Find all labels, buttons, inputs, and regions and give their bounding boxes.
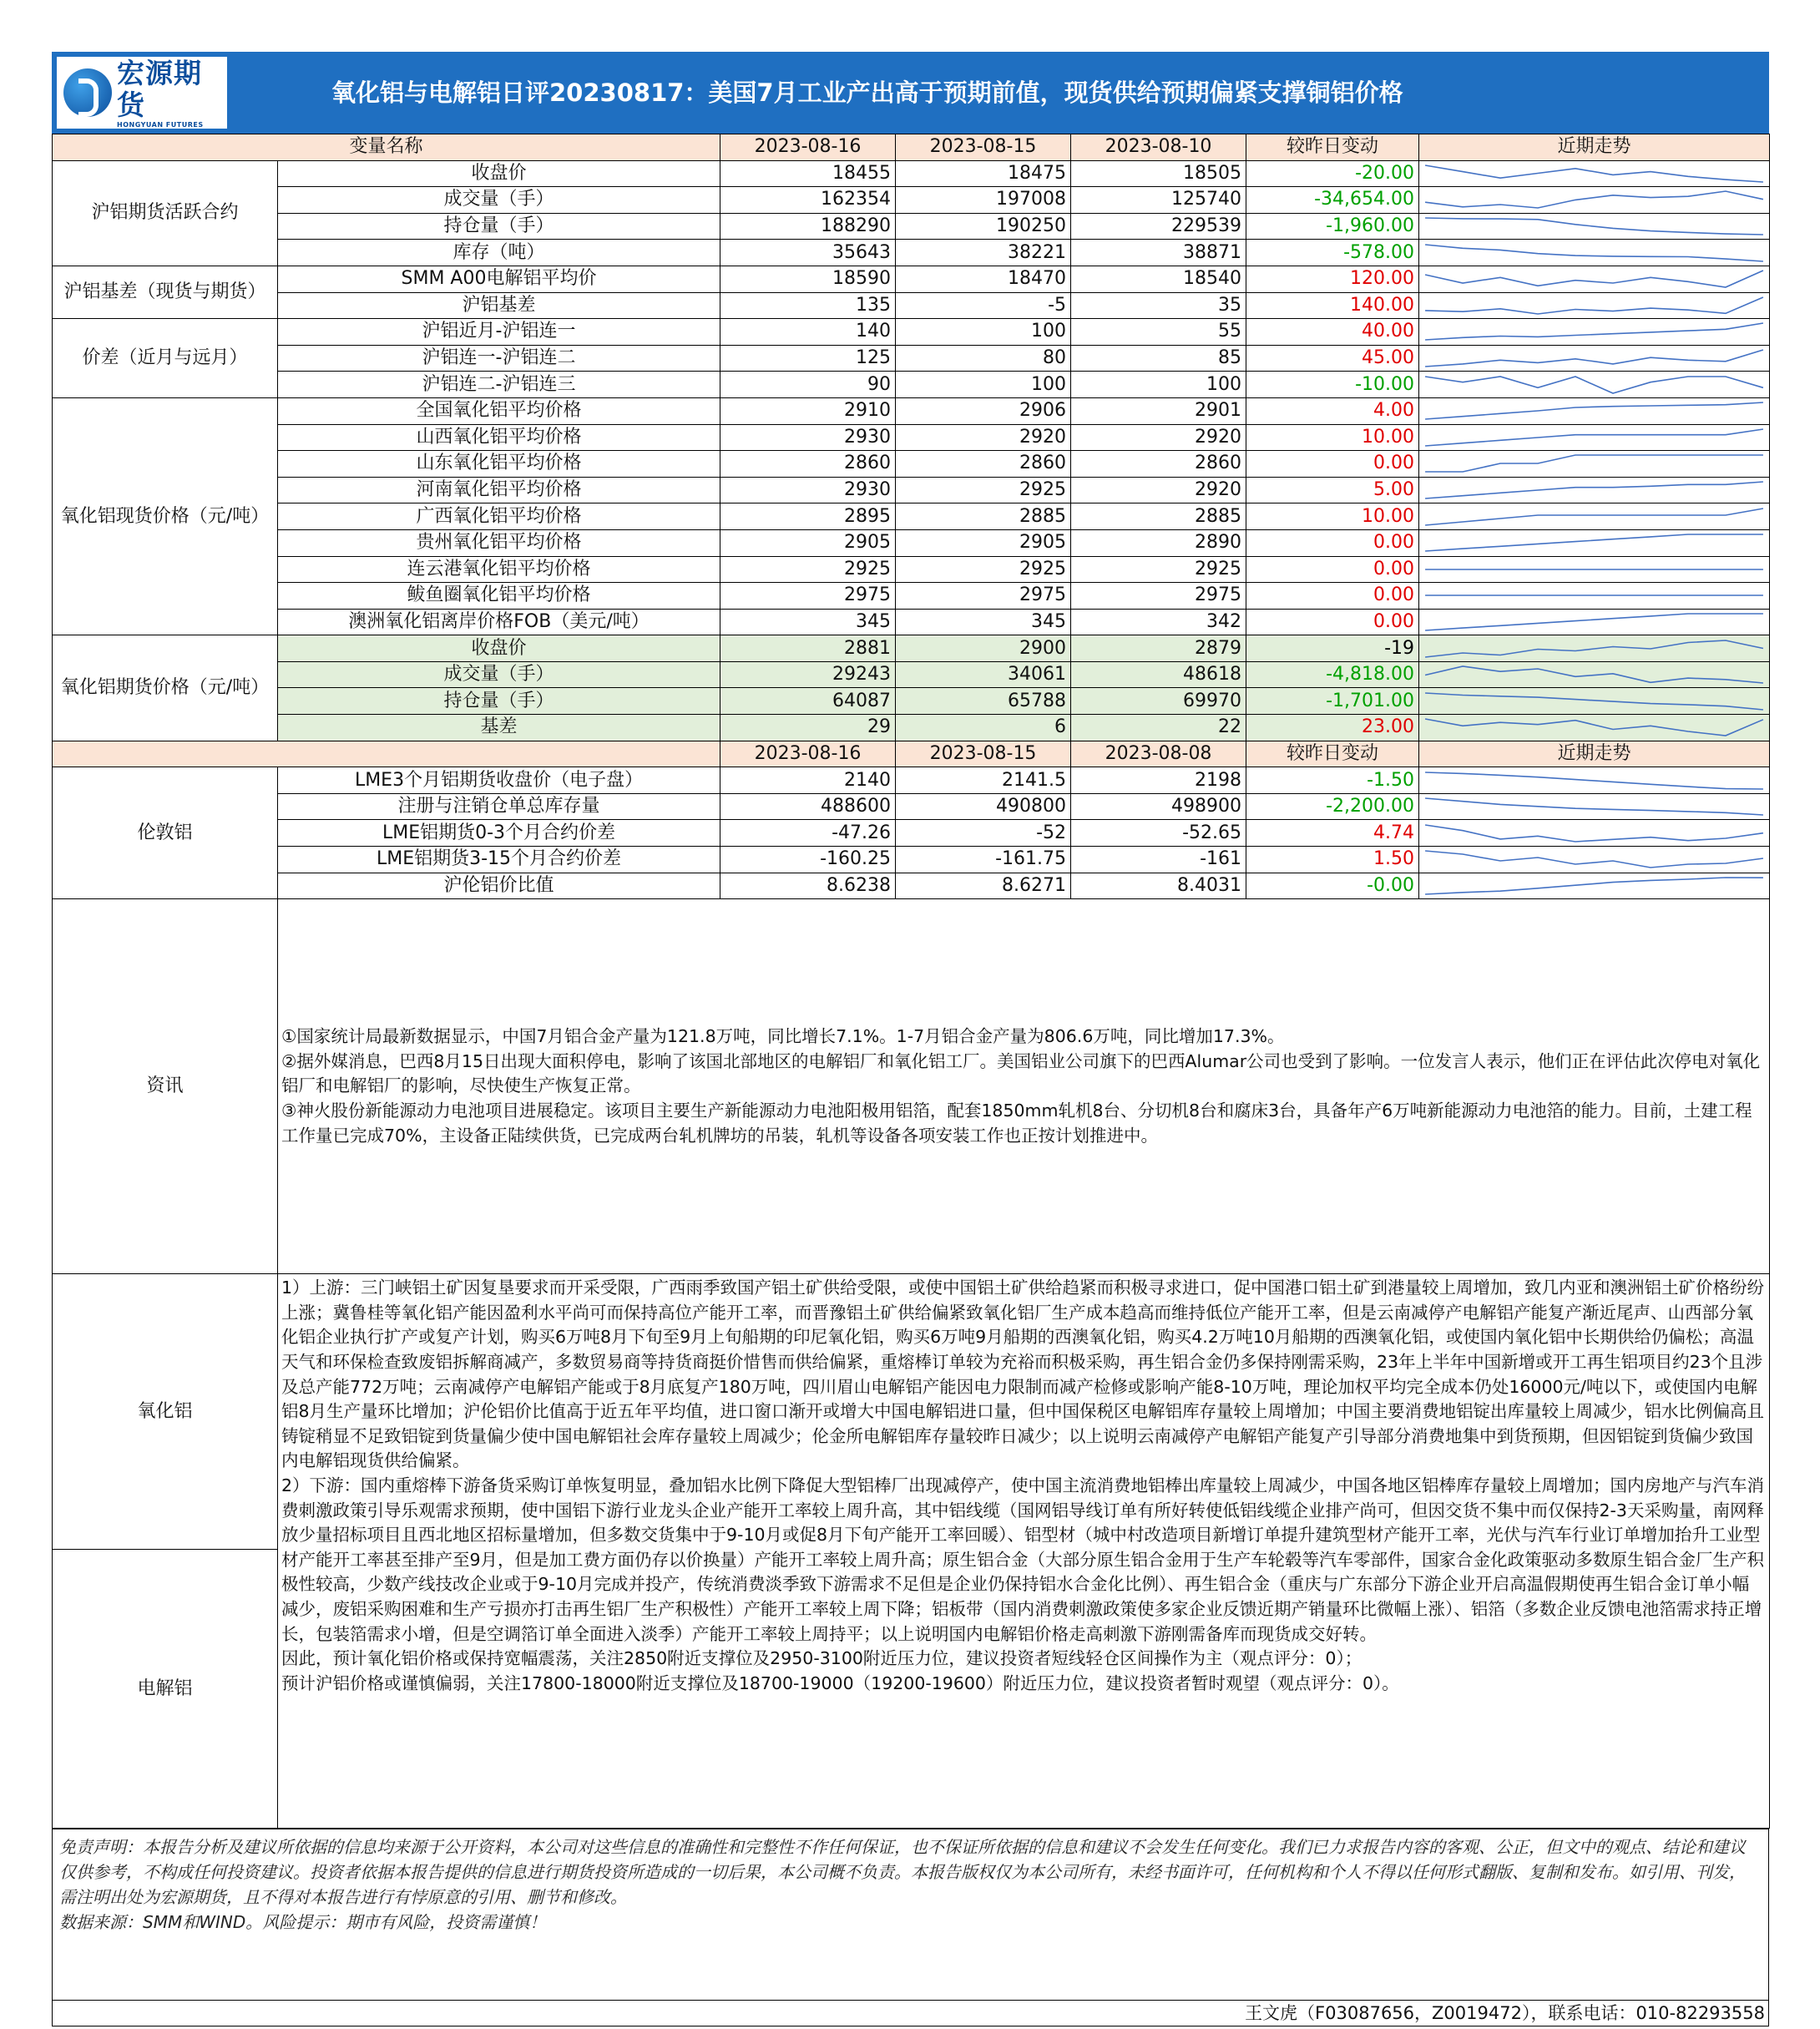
trend-sparkline [1423, 611, 1766, 633]
info-content [278, 899, 1770, 1274]
value-cell: 2860 [720, 451, 896, 478]
value-cell: 188290 [720, 213, 896, 240]
analysis-content [278, 1274, 1770, 1829]
trend-cell [1419, 556, 1770, 583]
column-header: 变量名称 [53, 134, 720, 161]
change-cell: -1,701.00 [1246, 688, 1419, 715]
variable-name: 河南氧化铝平均价格 [278, 477, 720, 503]
trend-sparkline [1423, 163, 1766, 185]
change-cell: -1,960.00 [1246, 213, 1419, 240]
trend-line [1425, 509, 1763, 525]
trend-sparkline [1423, 189, 1766, 210]
variable-name: LME铝期货0-3个月合约价差 [278, 820, 720, 847]
column-header-empty [53, 741, 720, 767]
variable-name: 沪铝基差 [278, 292, 720, 319]
variable-name: 库存（吨） [278, 240, 720, 266]
trend-line [1425, 878, 1763, 894]
variable-name: 成交量（手） [278, 661, 720, 688]
disclaimer-text: 免责声明：本报告分析及建议所依据的信息均来源于公开资料，本公司对这些信息的准确性和完整性不作任何保证，也不保证所依据的信息和建议不会发生任何变化。我们已力求报告内容的客观、公正，但文中的观点、结论和建议仅供参考，不构成任何投资建议。投资者依据本报告提供的信息进行期货投资所造成的一切后果，本公司概不负责。本报告版权仅为本公司所有，未经书面许可，任何机构和个人不得以任何形式翻版、复制和发布。如引用、刊发，需注明出处为宏源期货，且不得对本报告进行有悖原意的引用、删节和修改。 [59, 1837, 1746, 1908]
trend-line [1425, 429, 1763, 446]
trend-line [1425, 402, 1763, 419]
data-source-note: 数据来源：SMM和WIND。风险提示：期市有风险，投资需谨慎！ [59, 1912, 547, 1933]
trend-line [1425, 534, 1763, 551]
value-cell: 2920 [1071, 477, 1246, 503]
table-row [53, 767, 1770, 794]
value-cell: 2925 [720, 556, 896, 583]
table-row [53, 187, 1770, 214]
change-cell: 40.00 [1246, 319, 1419, 346]
value-cell: 38221 [896, 240, 1071, 266]
table-row [53, 609, 1770, 635]
column-header: 较昨日变动 [1246, 134, 1419, 161]
value-cell: 2906 [896, 397, 1071, 424]
value-cell: 65788 [896, 688, 1071, 715]
trend-sparkline [1423, 295, 1766, 316]
table-row [53, 266, 1770, 292]
trend-cell [1419, 873, 1770, 899]
value-cell: -52 [896, 820, 1071, 847]
value-cell: 2925 [896, 556, 1071, 583]
change-cell: -19 [1246, 635, 1419, 662]
trend-cell [1419, 503, 1770, 530]
table-row [53, 319, 1770, 346]
table-row [53, 372, 1770, 398]
trend-sparkline [1423, 453, 1766, 474]
column-header: 2023-08-16 [720, 741, 896, 767]
info-paragraph: ①国家统计局最新数据显示，中国7月铝合金产量为121.8万吨，同比增长7.1%。1-7月铝合金产量为806.6万吨，同比增加17.3%。 [281, 1026, 1285, 1047]
value-cell: 2895 [720, 503, 896, 530]
trend-sparkline [1423, 584, 1766, 606]
table-row [53, 213, 1770, 240]
change-cell: -2,200.00 [1246, 793, 1419, 820]
value-cell: 48618 [1071, 661, 1246, 688]
trend-line [1425, 798, 1763, 815]
table-row [53, 503, 1770, 530]
change-cell: -34,654.00 [1246, 187, 1419, 214]
trend-cell [1419, 661, 1770, 688]
category-cell: 价差（近月与远月） [53, 319, 278, 398]
trend-sparkline [1423, 664, 1766, 686]
value-cell: 18455 [720, 160, 896, 187]
category-cell: 伦敦铝 [53, 767, 278, 899]
trend-cell [1419, 793, 1770, 820]
table-row [53, 240, 1770, 266]
analysis-paragraph: 因此，预计氧化铝价格或保持宽幅震荡，关注2850附近支撑位及2950-3100附近压力位，建议投资者短线轻仓区间操作为主（观点评分：0）； [281, 1648, 1362, 1669]
category-cell: 沪铝期货活跃合约 [53, 160, 278, 266]
variable-name: 澳洲氧化铝离岸价格FOB（美元/吨） [278, 609, 720, 635]
variable-name: 全国氧化铝平均价格 [278, 397, 720, 424]
info-paragraph: ③神火股份新能源动力电池项目进展稳定。该项目主要生产新能源动力电池阳极用铝箔，配套1850mm轧机8台、分切机8台和腐床3台，具备年产6万吨新能源动力电池箔的能力。目前，土建工程工作量已完成70%，主设备正陆续供货，已完成两台轧机牌坊的吊装，轧机等设备各项安装工作也正按计划推进中。 [281, 1101, 1752, 1146]
value-cell: 125 [720, 345, 896, 372]
trend-cell [1419, 424, 1770, 451]
table-row [53, 635, 1770, 662]
trend-line [1425, 323, 1763, 340]
change-cell: 10.00 [1246, 424, 1419, 451]
trend-cell [1419, 266, 1770, 292]
value-cell: 345 [720, 609, 896, 635]
change-cell: -0.00 [1246, 873, 1419, 899]
value-cell: 2925 [1071, 556, 1246, 583]
change-cell: -10.00 [1246, 372, 1419, 398]
value-cell: 2885 [896, 503, 1071, 530]
value-cell: 2881 [720, 635, 896, 662]
trend-sparkline [1423, 559, 1766, 580]
value-cell: 18475 [896, 160, 1071, 187]
trend-sparkline [1423, 638, 1766, 660]
value-cell: -52.65 [1071, 820, 1246, 847]
logo-name-cn: 宏源期货 [117, 56, 202, 121]
value-cell: -161.75 [896, 847, 1071, 873]
analysis-row-alumina [53, 1274, 1770, 1550]
data-table [52, 134, 1770, 1829]
report-title: 氧化铝与电解铝日评20230817：美国7月工业产出高于预期前值，现货供给预期偏紧支撑铜铝价格 [331, 78, 1403, 107]
trend-cell [1419, 397, 1770, 424]
value-cell: 140 [720, 319, 896, 346]
variable-name: 沪铝连一-沪铝连二 [278, 345, 720, 372]
table-row [53, 583, 1770, 610]
change-cell: -20.00 [1246, 160, 1419, 187]
table-row [53, 793, 1770, 820]
change-cell: -578.00 [1246, 240, 1419, 266]
info-row [53, 899, 1770, 1274]
column-header: 2023-08-08 [1071, 741, 1246, 767]
disclaimer [52, 1829, 1769, 2000]
trend-sparkline [1423, 532, 1766, 554]
change-cell: 120.00 [1246, 266, 1419, 292]
trend-cell [1419, 319, 1770, 346]
value-cell: 38871 [1071, 240, 1246, 266]
analyst-contact: 王文虎（F03087656，Z0019472），联系电话：010-82293558 [52, 2000, 1769, 2026]
variable-name: 连云港氧化铝平均价格 [278, 556, 720, 583]
value-cell: 162354 [720, 187, 896, 214]
table-row [53, 451, 1770, 478]
value-cell: 64087 [720, 688, 896, 715]
trend-cell [1419, 847, 1770, 873]
column-header: 2023-08-10 [1071, 134, 1246, 161]
value-cell: 18590 [720, 266, 896, 292]
trend-sparkline [1423, 268, 1766, 290]
variable-name: 收盘价 [278, 635, 720, 662]
variable-name: 贵州氧化铝平均价格 [278, 529, 720, 556]
trend-line [1425, 851, 1763, 868]
trend-cell [1419, 213, 1770, 240]
value-cell: 18540 [1071, 266, 1246, 292]
table-row [53, 873, 1770, 899]
table-row [53, 556, 1770, 583]
variable-name: 沪伦铝价比值 [278, 873, 720, 899]
trend-line [1425, 614, 1763, 630]
value-cell: 2930 [720, 424, 896, 451]
value-cell: 125740 [1071, 187, 1246, 214]
column-header: 较昨日变动 [1246, 741, 1419, 767]
trend-sparkline [1423, 822, 1766, 844]
table-row [53, 397, 1770, 424]
value-cell: 342 [1071, 609, 1246, 635]
value-cell: 488600 [720, 793, 896, 820]
variable-name: LME3个月铝期货收盘价（电子盘） [278, 767, 720, 794]
change-cell: 0.00 [1246, 583, 1419, 610]
logo-name-en: HONGYUAN FUTURES [117, 120, 204, 129]
trend-cell [1419, 477, 1770, 503]
column-header: 2023-08-15 [896, 134, 1071, 161]
logo-mark-icon [63, 68, 112, 117]
trend-sparkline [1423, 716, 1766, 738]
trend-sparkline [1423, 242, 1766, 264]
change-cell: 140.00 [1246, 292, 1419, 319]
trend-cell [1419, 688, 1770, 715]
value-cell: -47.26 [720, 820, 896, 847]
value-cell: -161 [1071, 847, 1246, 873]
value-cell: 197008 [896, 187, 1071, 214]
value-cell: 229539 [1071, 213, 1246, 240]
value-cell: 34061 [896, 661, 1071, 688]
trend-cell [1419, 372, 1770, 398]
analysis-label-alumina: 氧化铝 [53, 1274, 278, 1550]
trend-cell [1419, 240, 1770, 266]
value-cell: 2141.5 [896, 767, 1071, 794]
trend-sparkline [1423, 347, 1766, 369]
trend-cell [1419, 160, 1770, 187]
table-row [53, 292, 1770, 319]
value-cell: 2890 [1071, 529, 1246, 556]
trend-line [1425, 719, 1763, 736]
change-cell: 5.00 [1246, 477, 1419, 503]
change-cell: 0.00 [1246, 609, 1419, 635]
info-label: 资讯 [53, 899, 278, 1274]
change-cell: 4.74 [1246, 820, 1419, 847]
table-row [53, 424, 1770, 451]
variable-name: 收盘价 [278, 160, 720, 187]
trend-line [1425, 693, 1763, 710]
change-cell: 10.00 [1246, 503, 1419, 530]
trend-sparkline [1423, 400, 1766, 422]
variable-name: 持仓量（手） [278, 213, 720, 240]
table-row [53, 715, 1770, 741]
change-cell: 4.00 [1246, 397, 1419, 424]
value-cell: 2905 [896, 529, 1071, 556]
value-cell: 22 [1071, 715, 1246, 741]
value-cell: 69970 [1071, 688, 1246, 715]
value-cell: 18470 [896, 266, 1071, 292]
trend-sparkline [1423, 479, 1766, 501]
value-cell: 2900 [896, 635, 1071, 662]
variable-name: 注册与注销仓单总库存量 [278, 793, 720, 820]
value-cell: 35643 [720, 240, 896, 266]
value-cell: 2930 [720, 477, 896, 503]
column-header: 2023-08-16 [720, 134, 896, 161]
value-cell: 8.6271 [896, 873, 1071, 899]
table-header-row [53, 134, 1770, 161]
value-cell: 2910 [720, 397, 896, 424]
value-cell: 85 [1071, 345, 1246, 372]
table-row [53, 160, 1770, 187]
variable-name: LME铝期货3-15个月合约价差 [278, 847, 720, 873]
trend-line [1425, 245, 1763, 261]
change-cell: 0.00 [1246, 529, 1419, 556]
trend-cell [1419, 715, 1770, 741]
value-cell: 29243 [720, 661, 896, 688]
trend-line [1425, 297, 1763, 314]
trend-line [1425, 482, 1763, 498]
trend-line [1425, 640, 1763, 657]
variable-name: 广西氧化铝平均价格 [278, 503, 720, 530]
value-cell: 2925 [896, 477, 1071, 503]
variable-name: 沪铝近月-沪铝连一 [278, 319, 720, 346]
trend-cell [1419, 529, 1770, 556]
value-cell: 190250 [896, 213, 1071, 240]
trend-line [1425, 455, 1763, 472]
table-row [53, 477, 1770, 503]
trend-sparkline [1423, 427, 1766, 448]
value-cell: 2905 [720, 529, 896, 556]
value-cell: 2975 [720, 583, 896, 610]
info-paragraph: ②据外媒消息，巴西8月15日出现大面积停电，影响了该国北部地区的电解铝厂和氧化铝工厂。美国铝业公司旗下的巴西Alumar公司也受到了影响。一位发言人表示，他们正在评估此次停电对氧化铝厂和电解铝厂的影响，尽快使生产恢复正常。 [281, 1050, 1761, 1096]
column-header: 近期走势 [1419, 134, 1770, 161]
value-cell: 55 [1071, 319, 1246, 346]
trend-line [1425, 772, 1763, 789]
change-cell: 23.00 [1246, 715, 1419, 741]
trend-sparkline [1423, 506, 1766, 528]
variable-name: 持仓量（手） [278, 688, 720, 715]
company-logo [57, 57, 227, 129]
variable-name: 鲅鱼圈氧化铝平均价格 [278, 583, 720, 610]
trend-sparkline [1423, 796, 1766, 817]
change-cell: 0.00 [1246, 451, 1419, 478]
trend-line [1425, 191, 1763, 208]
table-header-row [53, 741, 1770, 767]
trend-line [1425, 825, 1763, 842]
table-row [53, 847, 1770, 873]
category-cell: 氧化铝期货价格（元/吨） [53, 635, 278, 741]
value-cell: 2975 [1071, 583, 1246, 610]
trend-cell [1419, 635, 1770, 662]
trend-sparkline [1423, 770, 1766, 792]
report-header [52, 52, 1769, 134]
column-header: 近期走势 [1419, 741, 1770, 767]
trend-cell [1419, 187, 1770, 214]
value-cell: 8.4031 [1071, 873, 1246, 899]
variable-name: 沪铝连二-沪铝连三 [278, 372, 720, 398]
change-cell: -1.50 [1246, 767, 1419, 794]
variable-name: 基差 [278, 715, 720, 741]
table-row [53, 820, 1770, 847]
trend-line [1425, 350, 1763, 367]
value-cell: -160.25 [720, 847, 896, 873]
trend-cell [1419, 292, 1770, 319]
trend-sparkline [1423, 321, 1766, 342]
value-cell: 35 [1071, 292, 1246, 319]
trend-sparkline [1423, 875, 1766, 897]
value-cell: 135 [720, 292, 896, 319]
value-cell: 345 [896, 609, 1071, 635]
trend-line [1425, 271, 1763, 287]
trend-line [1425, 218, 1763, 235]
value-cell: 2860 [896, 451, 1071, 478]
trend-sparkline [1423, 848, 1766, 870]
value-cell: 2198 [1071, 767, 1246, 794]
trend-cell [1419, 609, 1770, 635]
value-cell: 490800 [896, 793, 1071, 820]
report-page [52, 52, 1769, 2026]
trend-cell [1419, 345, 1770, 372]
analysis-paragraph: 2）下游：国内重熔棒下游备货采购订单恢复明显，叠加铝水比例下降促大型铝棒厂出现减停产，使中国主流消费地铝棒出库量较上周减少，中国各地区铝棒库存量较上周增加；国内房地产与汽车消费刺激政策引导乐观需求预期，使中国铝下游行业龙头企业产能开工率较上周升高，其中铝线缆（国网铝导线订单有所好转使低铝线缆企业排产尚可，但因交货不集中而仅保持2-3天采购量，南网释放少量招标项目且西北地区招标量增加，但多数交货集中于9-10月或促8月下旬产能开工率回暖）、铝型材（城中村改造项目新增订单提升建筑型材产能开工率，光伏与汽车行业订单增加抬升工业型材产能开工率甚至排产至9月，但是加工费方面仍存以价换量）产能开工率较上周升高；原生铝合金（大部分原生铝合金用于生产车轮毂等汽车零部件，国家合金化政策驱动多数原生铝合金厂生产积极性较高，少数产线技改企业或于9-10月完成并投产，传统消费淡季致下游需求不足但是企业仍保持铝水合金化比例）、再生铝合金（重庆与广东部分下游企业开启高温假期使再生铝合金订单小幅减少，废铝采购困难和生产亏损亦打击再生铝厂生产积极性）产能开工率较上周下降；铝板带（国内消费刺激政策使多家企业反馈近期产销量环比微幅上涨）、铝箔（多数企业反馈电池箔需求持正增长，包装箔需求小增，但是空调箔订单全面进入淡季）产能开工率较上周持平；以上说明国内电解铝价格走高刺激下游刚需备库而现货成交好转。 [281, 1475, 1765, 1644]
value-cell: 100 [896, 372, 1071, 398]
change-cell: 1.50 [1246, 847, 1419, 873]
value-cell: -5 [896, 292, 1071, 319]
value-cell: 18505 [1071, 160, 1246, 187]
variable-name: 山东氧化铝平均价格 [278, 451, 720, 478]
trend-sparkline [1423, 691, 1766, 712]
analysis-paragraph: 预计沪铝价格或谨慎偏弱，关注17800-18000附近支撑位及18700-19000（19200-19600）附近压力位，建议投资者暂时观望（观点评分：0）。 [281, 1672, 1399, 1693]
value-cell: 2920 [1071, 424, 1246, 451]
trend-line [1425, 165, 1763, 182]
value-cell: 498900 [1071, 793, 1246, 820]
trend-cell [1419, 451, 1770, 478]
trend-cell [1419, 820, 1770, 847]
value-cell: 2885 [1071, 503, 1246, 530]
value-cell: 90 [720, 372, 896, 398]
category-cell: 氧化铝现货价格（元/吨） [53, 397, 278, 635]
analysis-paragraph: 1）上游：三门峡铝土矿因复垦要求而开采受限，广西雨季致国产铝土矿供给受限，或使中国铝土矿供给趋紧而积极寻求进口，促中国港口铝土矿到港量较上周增加，致几内亚和澳洲铝土矿价格纷纷上涨；冀鲁桂等氧化铝产能因盈利水平尚可而保持高位产能开工率，而晋豫铝土矿供给偏紧致氧化铝厂生产成本趋高而维持低位产能开工率，但是云南减停产电解铝产能复产渐近尾声、山西部分氧化铝企业执行扩产或复产计划，购买6万吨8月下旬至9月上旬船期的印尼氧化铝，购买6万吨9月船期的西澳氧化铝，购买4.2万吨10月船期的西澳氧化铝，或使国内氧化铝中长期供给仍偏松；高温天气和环保检查致废铝拆解商减产，多数贸易商等持货商挺价惜售而供给偏紧，重熔棒订单较为充裕而积极采购，再生铝合金仍多保持刚需采购，23年上半年中国新增或开工再生铝项目约23个且涉及总产能772万吨；云南减停产电解铝产能或于8月底复产180万吨，四川眉山电解铝产能因电力限制而减产检修或影响产能8-10万吨，理论加权平均完全成本仍处16000元/吨以下，或使国内电解铝8月生产量环比增加；沪伦铝价比值高于近五年平均值，进口窗口渐开或增大中国电解铝进口量，但中国保税区电解铝库存量较上周增加；中国主要消费地铝锭出库量较上周减少，铝水比例偏高且铸锭稍显不足致铝锭到货量偏少使中国电解铝社会库存量较上周减少；伦金所电解铝库存量较昨日减少；以上说明云南减停产电解铝产能复产引导部分消费地集中到货预期，但因铝锭到货偏少致国内电解铝现货供给偏紧。 [281, 1278, 1765, 1471]
value-cell: 2140 [720, 767, 896, 794]
value-cell: 2860 [1071, 451, 1246, 478]
variable-name: SMM A00电解铝平均价 [278, 266, 720, 292]
value-cell: 2975 [896, 583, 1071, 610]
category-cell: 沪铝基差（现货与期货） [53, 266, 278, 318]
table-row [53, 661, 1770, 688]
variable-name: 成交量（手） [278, 187, 720, 214]
trend-sparkline [1423, 215, 1766, 237]
trend-cell [1419, 767, 1770, 794]
value-cell: 2879 [1071, 635, 1246, 662]
value-cell: 100 [896, 319, 1071, 346]
value-cell: 2901 [1071, 397, 1246, 424]
value-cell: 6 [896, 715, 1071, 741]
trend-line [1425, 666, 1763, 683]
trend-sparkline [1423, 374, 1766, 396]
value-cell: 2920 [896, 424, 1071, 451]
value-cell: 80 [896, 345, 1071, 372]
analysis-label-aluminum: 电解铝 [53, 1550, 278, 1829]
trend-line [1425, 377, 1763, 393]
value-cell: 100 [1071, 372, 1246, 398]
table-row [53, 345, 1770, 372]
value-cell: 29 [720, 715, 896, 741]
change-cell: 0.00 [1246, 556, 1419, 583]
variable-name: 山西氧化铝平均价格 [278, 424, 720, 451]
table-row [53, 688, 1770, 715]
change-cell: -4,818.00 [1246, 661, 1419, 688]
table-row [53, 529, 1770, 556]
trend-cell [1419, 583, 1770, 610]
column-header: 2023-08-15 [896, 741, 1071, 767]
value-cell: 8.6238 [720, 873, 896, 899]
change-cell: 45.00 [1246, 345, 1419, 372]
